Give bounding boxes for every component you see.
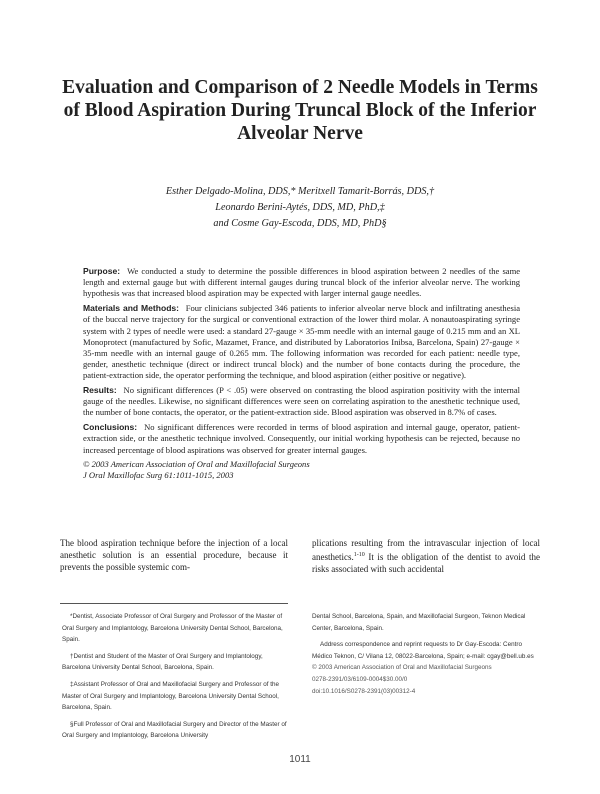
- footnote: *Dentist, Associate Professor of Oral Surgery and Professor of the Master of Oral Surgery and Implantology, Barcelona University Dental School, Barcelona, Spain.: [62, 613, 283, 644]
- body-column-right: [312, 537, 540, 576]
- abstract-results: [83, 385, 520, 419]
- page-number: 1011: [289, 754, 311, 765]
- results-label: Results:: [83, 385, 117, 396]
- author-line: Leonardo Berini-Aytés, DDS, MD, PhD,‡: [215, 202, 385, 213]
- methods-text: Four clinicians subjected 346 patients to inferior alveolar nerve block and infiltrating anesthesia of the buccal nerve trajectory for the surgical or conventional extraction of the lower third molar. A nonautoaspirating syringe system with 2 types of needle were used: a standard 27-gauge × 35-mm needle with an internal gauge of 0.215 mm and an XL Monoprotect (manufactured by Sofic, Mazamet, France, and distributed by Laboratorios Inibsa, Barcelona, Spain) 27-gauge × 35-mm needle with an internal gauge of 0.265 mm. The following information was recorded for each patient: needle type, gender, anesthetic technique (direct or indirect truncal block) and the number of bone contacts during the procedure, the patient-extraction side, the operator performing the technique, and blood aspiration (either positive or negative).: [83, 303, 520, 381]
- abstract-methods: [83, 303, 520, 381]
- conclusions-text: No significant differences were recorded in terms of blood aspiration and internal gauge, operator, patient-extraction side, or the anesthetic technique involved. Consequently, our initial working hypothesis can be rejected, because no increased percentage of blood aspirations was observed for greater internal gauges.: [83, 422, 520, 455]
- footnote-continuation: Dental School, Barcelona, Spain, and Maxillofacial Surgeon, Teknon Medical Center, Barcelona, Spain.: [312, 613, 526, 632]
- footnote-copyright: © 2003 American Association of Oral and Maxillofacial Surgeons: [312, 664, 492, 672]
- footnote-divider: [60, 603, 288, 604]
- footnote: †Dentist and Student of the Master of Oral Surgery and Implantology, Barcelona University Dental School, Barcelona, Spain.: [62, 652, 263, 672]
- abstract-purpose: [83, 266, 520, 300]
- footnote: §Full Professor of Oral and Maxillofacial Surgery and Director of the Master of Oral Surgery and Implantology, Barcelona University: [62, 720, 287, 740]
- body-paragraph: plications resulting from the intravascular injection of local anesthetics.: [312, 538, 540, 563]
- correspondence: Address correspondence and reprint requests to Dr Gay-Escoda: Centro Médico Teknon, C/ Vilana 12, 08022-Barcelona, Spain; e-mail: cgay@bell.ub.es: [312, 641, 534, 660]
- footnotes-left: [62, 611, 287, 742]
- methods-label: Materials and Methods:: [83, 303, 180, 314]
- author-list: [60, 184, 540, 232]
- footnote: ‡Assistant Professor of Oral and Maxillofacial Surgery and Professor of the Master of Oral Surgery and Implantology, Barcelona University Dental School, Barcelona, Spain.: [62, 680, 279, 712]
- abstract: [83, 266, 520, 482]
- results-text: No significant differences (P < .05) were observed on contrasting the blood aspiration positivity with the internal gauge of the needles. Likewise, no significant differences were seen on correlating aspiration to the anesthetic technique used, the number of bone contacts, the operator, or the patient-extraction side. Blood aspiration was observed in 8.7% of cases.: [83, 385, 521, 418]
- article-title: Evaluation and Comparison of 2 Needle Models in Terms of Blood Aspiration During Truncal Block of the Inferior Alveolar Nerve: [62, 77, 538, 144]
- author-line: and Cosme Gay-Escoda, DDS, MD, PhD§: [213, 218, 387, 229]
- abstract-copyright: © 2003 American Association of Oral and Maxillofacial Surgeons: [83, 459, 310, 470]
- body-paragraph: The blood aspiration technique before the injection of a local anesthetic solution is an essential procedure, because it prevents the possible systemic com-: [60, 538, 288, 573]
- abstract-conclusions: [83, 422, 520, 456]
- purpose-text: We conducted a study to determine the possible differences in blood aspiration between 2 needles of the same length and external gauge but with different internal gauges during truncal block of the inferior alveolar nerve. The working hypothesis was that increased blood aspiration may be expected with larger internal gauge needles.: [83, 266, 521, 299]
- footnotes-right: [312, 611, 537, 697]
- conclusions-label: Conclusions:: [83, 422, 138, 433]
- reference-superscript: 1-10: [353, 552, 365, 559]
- issn: 0278-2391/03/6109-0004$30.00/0: [312, 675, 408, 683]
- purpose-label: Purpose:: [83, 266, 121, 276]
- body-paragraph-cont: It is the obligation of the dentist to avoid the risks associated with such accidental: [312, 552, 540, 575]
- journal-citation: J Oral Maxillofac Surg 61:1011-1015, 2003: [83, 470, 234, 481]
- body-column-left: [60, 537, 288, 574]
- doi: doi:10.1016/S0278-2391(03)00312-4: [312, 687, 416, 695]
- author-line: Esther Delgado-Molina, DDS,* Meritxell Tamarit-Borrás, DDS,†: [165, 186, 435, 197]
